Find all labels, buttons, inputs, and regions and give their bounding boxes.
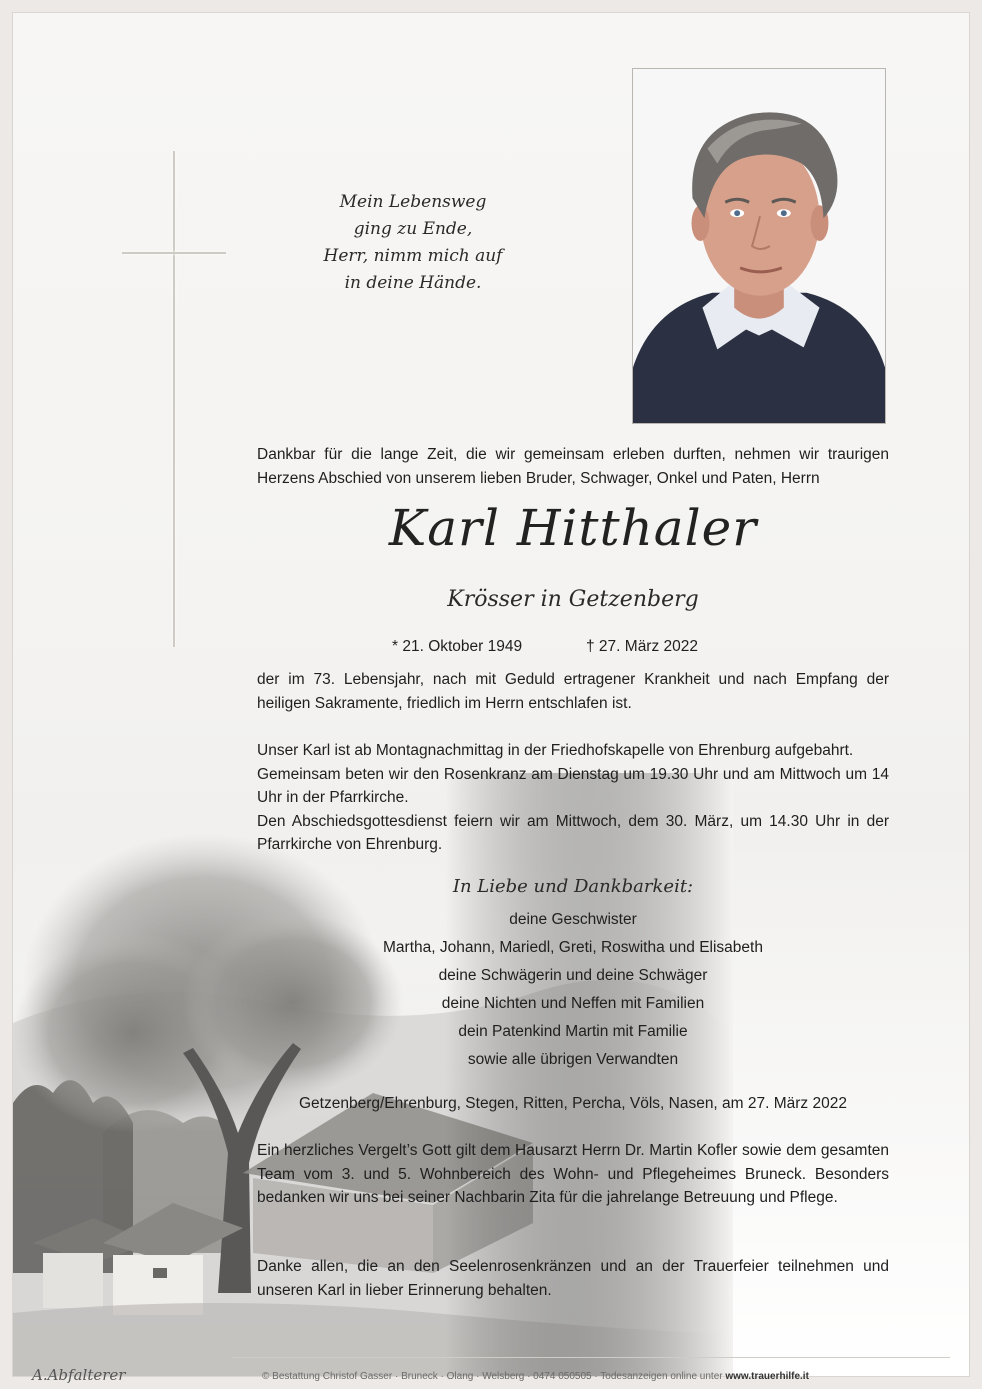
footer <box>262 1370 942 1384</box>
verse-line: ging zu Ende, <box>353 219 473 239</box>
mourner-line: sowie alle übrigen Verwandten <box>467 1051 679 1068</box>
mourner-line: deine Nichten und Neffen mit Familien <box>441 995 705 1012</box>
service-line: Unser Karl ist ab Montagnachmittag in der Friedhofskapelle von Ehrenburg aufgebahrt. <box>257 742 854 759</box>
mourner-line: dein Patenkind Martin mit Familie <box>458 1023 688 1040</box>
mourner-line: deine Schwägerin und deine Schwäger <box>438 967 708 984</box>
thanks-text-2: Danke allen, die an den Seelenrosenkränzen und an der Trauerfeier teilnehmen und unseren Karl in lieber Erinnerung behalten. <box>257 1258 889 1299</box>
verse-line: Mein Lebensweg <box>339 192 487 212</box>
portrait-image <box>633 69 885 423</box>
birth-date: * 21. Oktober 1949 <box>392 638 523 655</box>
service-line: Gemeinsam beten wir den Rosenkranz am Dienstag um 19.30 Uhr und am Mittwoch um 14 Uhr in der Pfarrkirche. <box>257 765 889 806</box>
portrait-photo <box>632 68 886 424</box>
mourners-list <box>257 906 889 1074</box>
cross-vertical <box>173 151 175 647</box>
thanks-text-1: Ein herzliches Vergelt’s Gott gilt dem Hausarzt Herrn Dr. Martin Kofler sowie dem gesamten Team vom 3. und 5. Wohnbereich des Wohn- und Pflegeheimes Bruneck. Besonders bedanken wir uns bei seiner Nachbarin Zita für die jahrelange Betreuung und Pflege. <box>257 1142 889 1206</box>
mourner-line: deine Geschwister <box>509 911 637 928</box>
deceased-subtitle: Krösser in Getzenberg <box>447 587 699 612</box>
passing-text: der im 73. Lebensjahr, nach mit Geduld ertragener Krankheit und nach Empfang der heiligen Sakramente, friedlich im Herrn entschlafen ist. <box>257 671 889 712</box>
footer-divider <box>232 1357 950 1358</box>
verse-line: Herr, nimm mich auf <box>323 246 503 266</box>
verse-line: in deine Hände. <box>344 273 482 293</box>
footer-link[interactable]: www.trauerhilfe.it <box>725 1371 809 1382</box>
verse <box>313 189 513 297</box>
cross-horizontal <box>122 252 226 254</box>
intro-text: Dankbar für die lange Zeit, die wir gemeinsam erleben durften, nehmen wir traurigen Herzens Abschied von unserem lieben Bruder, Schwager, Onkel und Paten, Herrn <box>257 446 889 487</box>
place-date: Getzenberg/Ehrenburg, Stegen, Ritten, Percha, Völs, Nasen, am 27. März 2022 <box>299 1095 847 1112</box>
mourner-line: Martha, Johann, Mariedl, Greti, Roswitha und Elisabeth <box>383 939 763 956</box>
love-heading: In Liebe und Dankbarkeit: <box>452 876 694 897</box>
artist-signature: A.Abfalterer <box>32 1366 126 1384</box>
death-date: † 27. März 2022 <box>586 638 699 655</box>
deceased-name: Karl Hitthaler <box>388 499 758 557</box>
service-line: Den Abschiedsgottesdienst feiern wir am Mittwoch, dem 30. März, um 14.30 Uhr in der Pfarrkirche von Ehrenburg. <box>257 812 889 853</box>
footer-text: © Bestattung Christof Gasser · Bruneck · Olang · Welsberg · 0474 050505 · Todesanzeigen online unter <box>262 1371 723 1382</box>
service-info <box>257 739 889 857</box>
